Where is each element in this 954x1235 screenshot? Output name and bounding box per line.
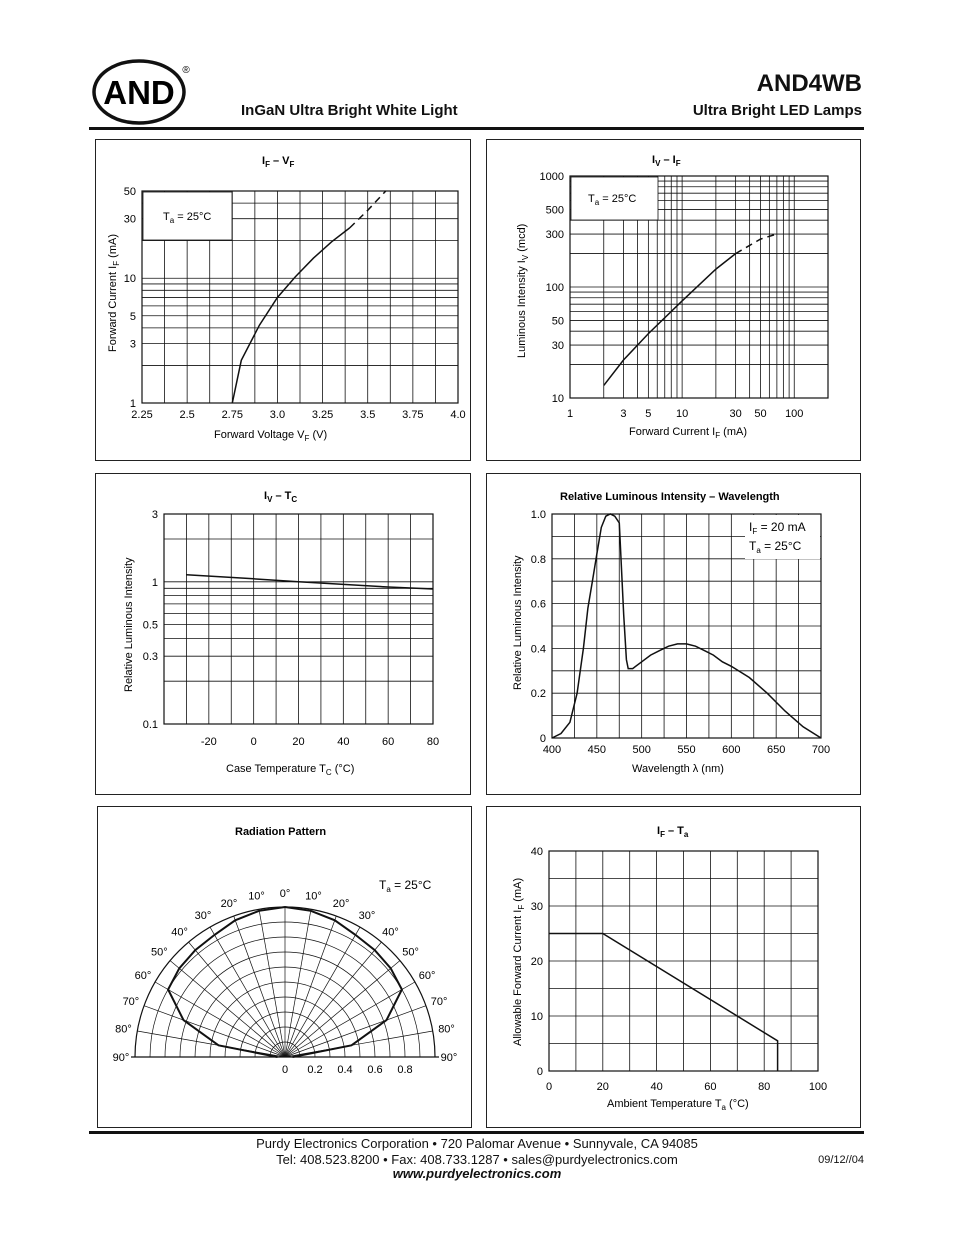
if-vf-y-tick: 50	[123, 186, 136, 198]
iv-if-x-tick: 5	[645, 408, 652, 420]
if-ta-y-tick: 0	[536, 1066, 543, 1078]
iv-tc-x-tick: 40	[337, 736, 350, 748]
iv-if-x-tick: 3	[620, 408, 627, 420]
iv-if-y-tick: 10	[551, 393, 564, 405]
spectrum-x-tick: 450	[587, 744, 607, 756]
if-vf-y-tick: 30	[123, 213, 136, 226]
radiation-angle-label-left: 70°	[122, 995, 140, 1008]
iv-tc-y-tick: 0.3	[142, 651, 158, 664]
if-ta-y-tick: 30	[530, 901, 543, 913]
if-ta-series-0	[549, 934, 778, 1072]
iv-tc-y-tick: 1	[151, 576, 158, 589]
iv-if-y-tick: 100	[545, 282, 564, 294]
part-number: AND4WB	[756, 70, 862, 97]
radiation-condition: $T_a = 25^\circ C$	[379, 878, 432, 894]
spectrum-y-tick: 0.2	[530, 688, 546, 701]
if-ta-x-tick: 80	[758, 1081, 771, 1093]
if-ta-y-tick: 40	[530, 846, 543, 858]
if-vf-x-tick: 3.75	[402, 409, 424, 421]
radiation-angle-label-right: 80°	[438, 1023, 455, 1036]
radiation-angle-label-right: 70°	[430, 995, 448, 1008]
if-vf-x-tick: 2.75	[221, 409, 243, 421]
iv-if-y-tick: 50	[551, 315, 564, 328]
spectrum-ylabel: Relative Luminous Intensity	[512, 555, 524, 690]
radiation-angle-label-left: 40°	[171, 926, 188, 939]
company-website: www.purdyelectronics.com	[392, 1166, 562, 1181]
spectrum-y-tick: 0	[539, 733, 546, 745]
iv-if-x-tick: 50	[754, 408, 767, 420]
iv-if-y-tick: 1000	[539, 171, 564, 183]
spectrum-x-tick: 550	[677, 744, 696, 756]
iv-if-y-tick: 300	[545, 229, 564, 242]
if-ta-y-tick: 10	[530, 1011, 543, 1023]
if-vf-x-tick: 3.25	[311, 409, 334, 421]
iv-if-title: $I_V - I_F$	[652, 154, 681, 168]
if-ta-x-tick: 0	[545, 1081, 553, 1093]
iv-tc-x-tick: 80	[426, 736, 440, 748]
if-ta-x-tick: 100	[808, 1081, 828, 1093]
iv-tc-x-tick: -20	[200, 736, 217, 748]
if-vf-x-tick: 2.5	[179, 409, 195, 421]
if-vf-y-tick: 3	[129, 338, 136, 351]
radiation-angle-label-right: 50°	[402, 946, 419, 959]
iv-tc-chart	[143, 509, 439, 748]
radiation-title: Radiation Pattern	[235, 826, 327, 838]
if-vf-x-tick: 3.5	[360, 409, 376, 421]
iv-if-ylabel: Luminous Intensity $I_V$ (mcd)	[516, 223, 530, 358]
spectrum-y-tick: 0.6	[530, 598, 546, 611]
spectrum-x-tick: 650	[766, 744, 786, 756]
if-ta-chart	[531, 846, 827, 1093]
if-ta-x-tick: 60	[704, 1081, 717, 1093]
spectrum-x-tick: 600	[722, 744, 741, 756]
radiation-angle-label-left: 20°	[220, 897, 238, 910]
spectrum-x-tick: 400	[542, 744, 562, 756]
radiation-r-tick: 0.2	[307, 1064, 323, 1076]
radiation-angle-label-right: 20°	[332, 897, 350, 910]
iv-if-series-1	[736, 234, 777, 254]
if-ta-y-tick: 20	[530, 956, 543, 968]
iv-if-chart	[540, 171, 828, 420]
radiation-angle-label-left: 0°	[279, 888, 291, 900]
if-ta-xlabel: Ambient Temperature $T_a$ (°C)	[607, 1098, 749, 1112]
radiation-chart	[113, 888, 458, 1076]
if-vf-y-tick: 1	[129, 398, 136, 410]
product-category: Ultra Bright LED Lamps	[692, 102, 862, 119]
radiation-r-tick: 0.4	[337, 1064, 353, 1076]
if-ta-x-tick: 40	[650, 1081, 663, 1093]
spectrum-condition-temp: $T_a = 25^\circ C$	[749, 539, 802, 555]
footer-divider	[89, 1131, 864, 1134]
iv-tc-y-tick: 3	[151, 509, 158, 521]
spectrum-y-tick: 0.4	[530, 643, 546, 656]
iv-if-x-tick: 1	[566, 408, 574, 420]
spectrum-condition-current: $I_F = 20$ mA	[749, 520, 806, 536]
radiation-r-tick: 0	[281, 1064, 289, 1076]
iv-if-x-tick: 100	[785, 408, 804, 420]
iv-if-y-tick: 500	[545, 204, 564, 217]
company-contact: Tel: 408.523.8200 • Fax: 408.733.1287 • sales@purdyelectronics.com	[276, 1152, 678, 1167]
iv-tc-y-tick: 0.5	[142, 619, 158, 632]
radiation-angle-label-left: 80°	[115, 1023, 132, 1036]
logo-text: AND	[103, 74, 175, 111]
if-ta-title: $I_F - T_a$	[657, 825, 689, 839]
iv-if-y-tick: 30	[551, 340, 564, 353]
if-ta-ylabel: Allowable Forward Current $I_F$ (mA)	[512, 877, 526, 1046]
radiation-angle-label-left: 90°	[112, 1052, 130, 1064]
iv-if-condition: $T_a = 25^\circ C$	[588, 193, 637, 207]
if-vf-xlabel: Forward Voltage $V_F$ (V)	[214, 429, 328, 443]
radiation-r-tick: 0.8	[397, 1064, 413, 1076]
iv-tc-ylabel: Relative Luminous Intensity	[123, 557, 135, 692]
radiation-angle-label-left: 10°	[248, 890, 265, 903]
iv-tc-xlabel: Case Temperature $T_C$ (°C)	[226, 763, 355, 777]
radiation-angle-label-right: 30°	[358, 909, 376, 922]
if-vf-y-tick: 5	[129, 310, 136, 323]
iv-tc-y-tick: 0.1	[142, 719, 158, 731]
if-vf-condition: $T_a = 25^\circ C$	[163, 211, 212, 225]
iv-tc-title: $I_V - T_C$	[264, 490, 298, 504]
iv-tc-x-tick: 60	[382, 736, 395, 748]
if-vf-x-tick: 3.0	[269, 409, 286, 421]
radiation-angle-label-right: 60°	[418, 970, 436, 982]
iv-if-x-tick: 30	[729, 408, 742, 420]
document-date: 09/12//04	[818, 1154, 864, 1166]
iv-tc-x-tick: 20	[292, 736, 305, 748]
radiation-angle-label-left: 60°	[134, 970, 152, 982]
spectrum-x-tick: 700	[811, 744, 831, 756]
spectrum-x-tick: 500	[632, 744, 651, 756]
radiation-angle-label-right: 90°	[440, 1052, 458, 1064]
iv-if-xlabel: Forward Current $I_F$ (mA)	[629, 426, 747, 440]
radiation-angle-label-right: 40°	[382, 926, 399, 939]
iv-if-x-tick: 10	[675, 408, 689, 420]
logo-registered-mark: ®	[182, 65, 190, 76]
if-vf-y-tick: 10	[123, 273, 136, 286]
spectrum-xlabel: Wavelength λ (nm)	[632, 763, 724, 775]
spectrum-y-tick: 1.0	[530, 509, 546, 521]
product-description: InGaN Ultra Bright White Light	[241, 102, 458, 119]
spectrum-y-tick: 0.8	[530, 553, 546, 566]
radiation-angle-label-left: 30°	[194, 909, 212, 922]
if-ta-x-tick: 20	[596, 1081, 609, 1093]
if-vf-x-tick: 4.0	[450, 409, 466, 421]
iv-tc-x-tick: 0	[250, 736, 257, 748]
radiation-r-tick: 0.6	[367, 1064, 383, 1076]
if-vf-x-tick: 2.25	[131, 409, 153, 421]
radiation-angle-label-right: 10°	[305, 890, 322, 903]
if-vf-title: $I_F - V_F$	[262, 155, 295, 169]
if-vf-ylabel: Forward Current $I_F$ (mA)	[107, 234, 121, 352]
company-address: Purdy Electronics Corporation • 720 Palomar Avenue • Sunnyvale, CA 94085	[256, 1136, 698, 1151]
radiation-angle-label-left: 50°	[151, 946, 168, 959]
spectrum-title: Relative Luminous Intensity – Wavelength	[560, 491, 780, 503]
